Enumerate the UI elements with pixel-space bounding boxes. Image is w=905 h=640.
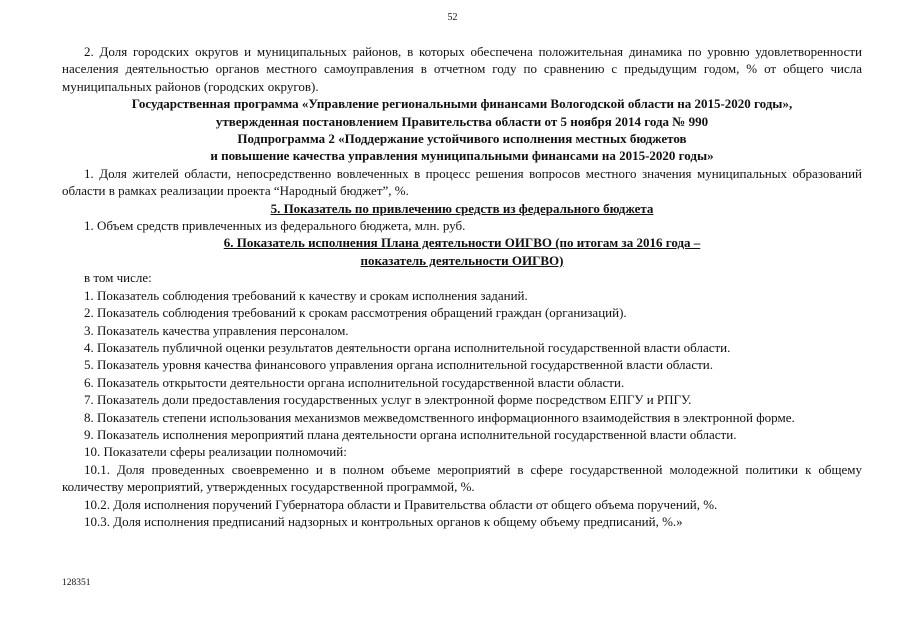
list-item: 4. Показатель публичной оценки результатов деятельности органа исполнительной государственной власти области. xyxy=(84,339,731,355)
paragraph-subprogram-indicator-1: 1. Доля жителей области, непосредственно вовлеченных в процесс решения вопросов местного значения муниципальных образований области в рамках реализации проекта “Народный бюджет”, %. xyxy=(62,165,862,199)
section-5-heading: 5. Показатель по привлечению средств из федерального бюджета xyxy=(270,200,654,216)
section-5-item-1: 1. Объем средств привлеченных из федерального бюджета, млн. руб. xyxy=(84,218,466,234)
section-6-heading-line-2: показатель деятельности ОИГВО) xyxy=(360,252,564,268)
list-item: 1. Показатель соблюдения требований к качеству и срокам исполнения заданий. xyxy=(84,287,528,303)
list-item-9: 9. Показатель исполнения мероприятий плана деятельности органа исполнительной государственной власти области. xyxy=(84,426,737,442)
list-item: 2. Показатель соблюдения требований к срокам рассмотрения обращений граждан (организаций). xyxy=(84,305,627,321)
page-number: 52 xyxy=(447,12,458,23)
list-item-10: 10. Показатели сферы реализации полномочий: xyxy=(84,444,347,460)
list-item: 7. Показатель доли предоставления государственных услуг в электронной форме посредством ЕПГУ и РПГУ. xyxy=(84,392,692,408)
document-body xyxy=(62,43,862,530)
list-item-10-1: 10.1. Доля проведенных своевременно и в полном объеме мероприятий в сфере государственной молодежной политики к общему количеству мероприятий, утвержденных государственной программой, %. xyxy=(62,461,862,495)
list-item: 3. Показатель качества управления персоналом. xyxy=(84,322,349,338)
program-title-line-2: утвержденная постановлением Правительства области от 5 ноября 2014 года № 990 xyxy=(215,113,709,129)
list-item-10-2: 10.2. Доля исполнения поручений Губернатора области и Правительства области от общего объема поручений, %. xyxy=(84,496,718,512)
list-item: 6. Показатель открытости деятельности органа исполнительной государственной власти области. xyxy=(84,374,625,390)
section-6-heading-line-1: 6. Показатель исполнения Плана деятельности ОИГВО (по итогам за 2016 года – xyxy=(223,235,701,251)
subprogram-title-line-2: и повышение качества управления муниципальными финансами на 2015-2020 годы» xyxy=(210,148,714,164)
indicator-list xyxy=(62,287,862,409)
list-item-8: 8. Показатель степени использования механизмов межведомственного информационного взаимодействия в электронной форме. xyxy=(84,409,795,425)
list-item: 5. Показатель уровня качества финансового управления органа исполнительной государственной власти области. xyxy=(84,357,713,373)
paragraph-indicator-2: 2. Доля городских округов и муниципальных районов, в которых обеспечена положительная динамика по уровню удовлетворенности населения деятельностью органов местного самоуправления в отчетном году по сравнению с предыдущим годом, % от общего числа муниципальных районов (городских округов). xyxy=(62,44,862,94)
program-title-line-1: Государственная программа «Управление региональными финансами Вологодской области на 2015-2020 годы», xyxy=(131,96,793,112)
list-item-10-3: 10.3. Доля исполнения предписаний надзорных и контрольных органов к общему объему предписаний, %.» xyxy=(84,513,683,529)
footer-document-code: 128351 xyxy=(62,578,91,588)
subprogram-title-line-1: Подпрограмма 2 «Поддержание устойчивого исполнения местных бюджетов xyxy=(237,131,687,147)
including-label: в том числе: xyxy=(84,270,152,286)
